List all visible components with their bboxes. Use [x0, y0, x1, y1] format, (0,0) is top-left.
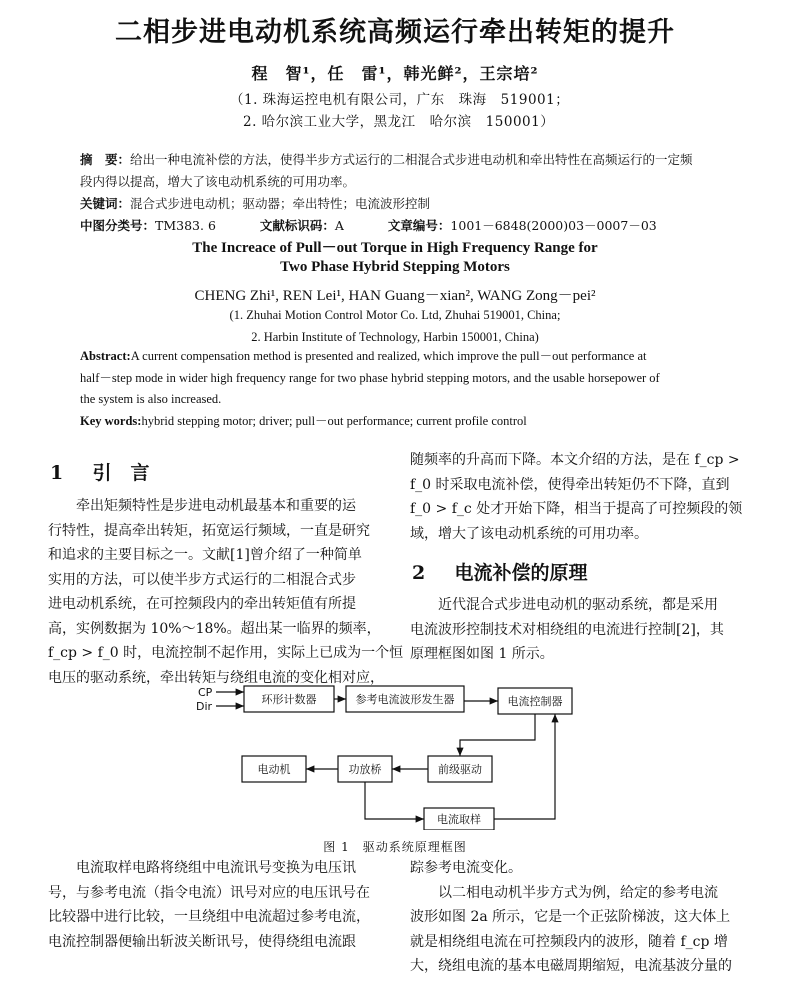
english-title-line1: The Increace of Pull－out Torque in High Frequency Range for: [192, 240, 598, 256]
text-line: 电流波形控制技术对相绕组的电流进行控制[2]，其: [410, 621, 724, 638]
text-line: 电压的驱动系统，牵出转矩与绕组电流的变化相对应，: [48, 669, 384, 686]
abstract-cn-line2: 段内得以提高，增大了该电动机系统的可用功率。: [80, 174, 356, 189]
text-line: 原理框图如图 1 所示。: [410, 646, 554, 662]
text-line: 踪参考电流变化。: [410, 860, 522, 876]
text-line: f_cp > f_0 时，电流控制不起作用，实际上已成为一个恒: [48, 645, 404, 661]
affiliation-2: 2. 哈尔滨工业大学，黑龙江 哈尔滨 150001）: [243, 114, 555, 130]
section-1-title: 引 言: [92, 462, 150, 484]
text-line: 高，实例数据为 10%～18%。超出某一临界的频率，: [48, 620, 381, 637]
block-current-sample-label: 电流取样: [437, 813, 481, 826]
section-2-number: 2: [412, 562, 426, 584]
right-column-section2: [410, 593, 724, 667]
text-line: 和追求的主要目标之一。文献[1]曾介绍了一种简单: [48, 547, 362, 563]
abstract-cn: [80, 149, 693, 237]
doc-code-value: A: [334, 218, 344, 233]
right-column-intro: [410, 448, 742, 546]
article-number-label: 文章编号：: [387, 218, 451, 233]
text-line: 近代混合式步进电动机的驱动系统，都是采用: [410, 597, 718, 613]
text-line: 以二相电动机半步方式为例，给定的参考电流: [410, 884, 718, 901]
text-line: 牵出矩频特性是步进电动机最基本和重要的运: [48, 498, 356, 514]
article-number-value: 1001－6848(2000)03－0007－03: [450, 218, 657, 233]
abstract-en-label: Abstract:: [80, 349, 131, 363]
abstract-en-line2: half－step mode in wider high frequency range for two phase hybrid stepping motors, and the usable horsepower of: [80, 370, 660, 385]
abstract-en: [80, 346, 660, 432]
keywords-en-text: hybrid stepping motor; driver; pull－out performance; current profile control: [141, 413, 527, 428]
input-cp-label: CP: [198, 686, 213, 699]
block-pre-driver-label: 前级驱动: [438, 763, 482, 776]
text-line: 比较器中进行比较，一旦绕组中电流超过参考电流，: [48, 909, 370, 925]
doc-code-label: 文献标识码：: [259, 218, 335, 233]
affiliation-1: （1. 珠海运控电机有限公司，广东 珠海 519001；: [230, 92, 570, 108]
abstract-cn-line1: 给出一种电流补偿的方法，使得半步方式运行的二相混合式步进电动机和牵出特性在高频运行的一定频: [130, 152, 693, 167]
english-title-line2: Two Phase Hybrid Stepping Motors: [280, 259, 510, 275]
clc-label: 中图分类号：: [80, 218, 156, 233]
figure-1-caption: 图 1 驱动系统原理框图: [323, 840, 467, 854]
english-author-list: CHENG Zhi¹, REN Lei¹, HAN Guang－xian², WANG Zong－pei²: [194, 288, 596, 304]
english-affiliation-2: 2. Harbin Institute of Technology, Harbin 150001, China): [251, 330, 539, 344]
abstract-cn-label: 摘 要：: [80, 152, 131, 167]
paper-title: 二相步进电动机系统高频运行牵出转矩的提升: [115, 17, 675, 48]
keywords-en-label: Key words:: [80, 413, 142, 428]
english-affiliation-1: (1. Zhuhai Motion Control Motor Co. Ltd, Zhuhai 519001, China;: [229, 308, 561, 322]
classification-line: [80, 215, 693, 237]
block-current-ctrl-label: 电流控制器: [507, 695, 563, 708]
block-motor-label: 电动机: [257, 763, 291, 776]
text-line: 进电动机系统，在可控频段内的牵出转矩值有所提: [48, 596, 356, 612]
text-line: 实用的方法，可以使半步方式运行的二相混合式步: [48, 571, 356, 588]
block-ring-counter-label: 环形计数器: [261, 693, 317, 706]
right-column-bottom: [410, 856, 732, 979]
abstract-en-line3: the system is also increased.: [80, 392, 222, 406]
left-column-bottom: [48, 856, 370, 954]
section-2-title: 电流补偿的原理: [454, 562, 588, 584]
keywords-cn-text: 混合式步进电动机；驱动器；牵出特性；电流波形控制: [130, 196, 431, 211]
text-line: f_0 > f_c 处才开始下降，相当于提高了可控频段的领: [410, 501, 743, 517]
keywords-cn-label: 关键词：: [80, 196, 131, 211]
text-line: 电流控制器便输出斩波关断讯号，使得绕组电流跟: [48, 933, 356, 950]
text-line: 波形如图 2a 所示，它是一个正弦阶梯波，这大体上: [410, 909, 731, 925]
input-dir-label: Dir: [196, 700, 213, 713]
figure-1-block-diagram: [0, 680, 790, 830]
text-line: 行特性，提高牵出转矩，拓宽运行频域，一直是研究: [48, 522, 370, 539]
clc-value: TM383. 6: [155, 218, 216, 233]
block-power-bridge-label: 功放桥: [348, 763, 382, 776]
text-line: f_0 时采取电流补偿，使得牵出转矩仍不下降，直到: [410, 476, 730, 493]
section-2-heading: [412, 558, 588, 585]
text-line: 大，绕组电流的基本电磁周期缩短，电流基波分量的: [410, 958, 732, 974]
text-line: 域，增大了该电动机系统的可用功率。: [410, 525, 648, 542]
block-ref-gen-label: 参考电流波形发生器: [355, 693, 455, 706]
author-list: 程 智¹，任 雷¹，韩光鲜²，王宗培²: [251, 64, 539, 83]
left-column-intro: [48, 494, 403, 690]
section-1-heading: [50, 458, 150, 485]
text-line: 电流取样电路将绕组中电流讯号变换为电压讯: [48, 860, 356, 876]
text-line: 就是相绕组电流在可控频段内的波形，随着 f_cp 增: [410, 933, 728, 950]
text-line: 号，与参考电流（指令电流）讯号对应的电压讯号在: [48, 884, 370, 901]
abstract-en-line1: A current compensation method is presented and realized, which improve the pull－out performance at: [130, 349, 647, 363]
text-line: 随频率的升高而下降。本文介绍的方法，是在 f_cp >: [410, 452, 740, 468]
section-1-number: 1: [50, 462, 64, 484]
